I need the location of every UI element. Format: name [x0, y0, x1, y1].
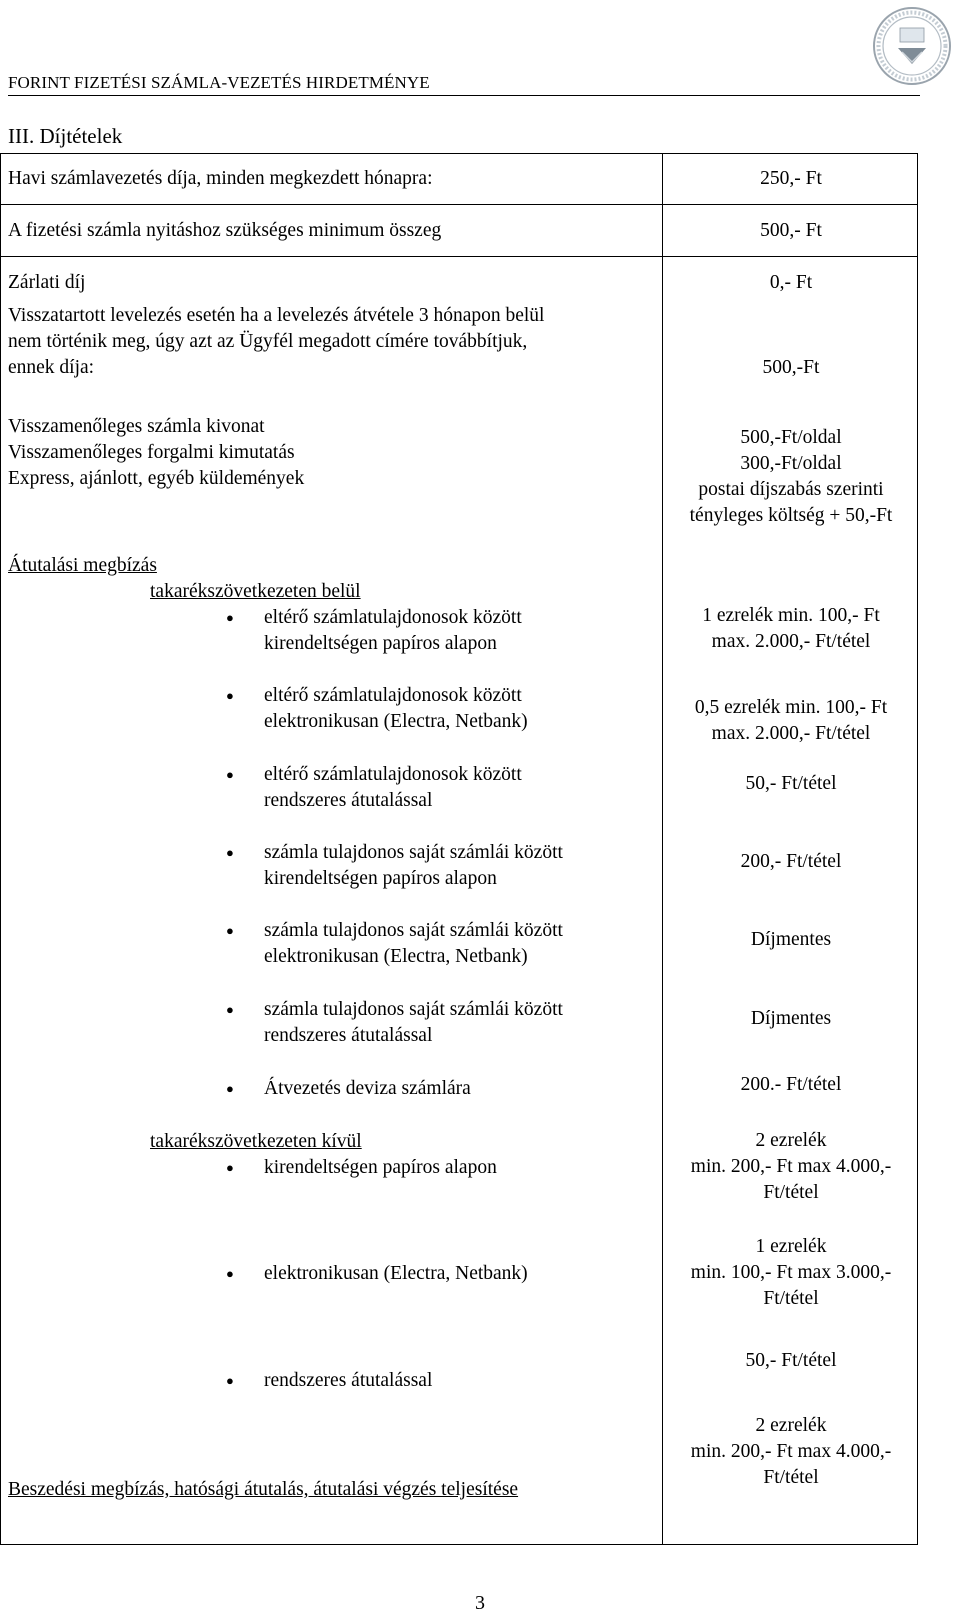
- fee-value-forgalmi: 300,-Ft/oldal: [740, 453, 842, 474]
- fee-label-visszatartott-line3: ennek díja:: [8, 357, 95, 378]
- external-item-2-value: 50,- Ft/tétel: [745, 1350, 837, 1371]
- fee-label-express: Express, ajánlott, egyéb küldemények: [8, 468, 305, 489]
- internal-item-5-value: Díjmentes: [750, 1008, 832, 1029]
- internal-item-5-line1: számla tulajdonos saját számlái között: [264, 999, 563, 1020]
- fee-label-zarlati: Zárlati díj: [8, 272, 86, 293]
- external-item-1-line1: elektronikusan (Electra, Netbank): [264, 1263, 528, 1284]
- header-rule: [8, 95, 920, 96]
- collection-order-value-line1: 2 ezrelék: [755, 1415, 827, 1436]
- section-title: III. Díjtételek: [8, 124, 123, 148]
- bullet-icon: ●: [226, 1373, 234, 1388]
- external-transfer-title: takarékszövetkezeten kívül: [150, 1131, 362, 1152]
- internal-item-3-line2: kirendeltségen papíros alapon: [264, 868, 497, 889]
- internal-item-2-value: 50,- Ft/tétel: [745, 773, 837, 794]
- bullet-icon: ●: [226, 688, 234, 703]
- table-row-divider: [0, 204, 918, 205]
- internal-item-1-line1: eltérő számlatulajdonosok között: [264, 685, 522, 706]
- external-item-0-value-line2: min. 200,- Ft max 4.000,-: [690, 1156, 892, 1177]
- internal-item-5-line2: rendszeres átutalással: [264, 1025, 433, 1046]
- external-item-0-value-line1: 2 ezrelék: [755, 1130, 827, 1151]
- fee-value-kivonat: 500,-Ft/oldal: [740, 427, 842, 448]
- document-header-title: FORINT FIZETÉSI SZÁMLA-VEZETÉS HIRDETMÉNYE: [8, 73, 430, 92]
- external-item-2-line1: rendszeres átutalással: [264, 1370, 433, 1391]
- fee-label-havi: Havi számlavezetés díja, minden megkezdett hónapra:: [8, 168, 433, 189]
- internal-item-4-value: Díjmentes: [750, 929, 832, 950]
- internal-item-4-line1: számla tulajdonos saját számlái között: [264, 920, 563, 941]
- bullet-icon: ●: [226, 1266, 234, 1281]
- internal-item-0-line2: kirendeltségen papíros alapon: [264, 633, 497, 654]
- internal-item-1-value-line1: 0,5 ezrelék min. 100,- Ft: [694, 697, 888, 718]
- external-item-1-value-line2: min. 100,- Ft max 3.000,-: [690, 1262, 892, 1283]
- internal-item-6-line1: Átvezetés deviza számlára: [264, 1078, 471, 1099]
- table-row-divider: [0, 256, 918, 257]
- bullet-icon: ●: [226, 923, 234, 938]
- internal-item-0-value-line1: 1 ezrelék min. 100,- Ft: [702, 605, 880, 626]
- internal-item-6-value: 200.- Ft/tétel: [740, 1074, 842, 1095]
- fee-label-forgalmi: Visszamenőleges forgalmi kimutatás: [8, 442, 295, 463]
- fee-value-nyitas: 500,- Ft: [760, 220, 822, 241]
- internal-item-3-line1: számla tulajdonos saját számlái között: [264, 842, 563, 863]
- internal-item-3-value: 200,- Ft/tétel: [740, 851, 842, 872]
- collection-order-value-line3: Ft/tétel: [763, 1467, 819, 1488]
- collection-order-value-line2: min. 200,- Ft max 4.000,-: [690, 1441, 892, 1462]
- fee-value-havi: 250,- Ft: [760, 168, 822, 189]
- fee-label-kivonat: Visszamenőleges számla kivonat: [8, 416, 265, 437]
- external-item-0-value-line3: Ft/tétel: [763, 1182, 819, 1203]
- collection-order-label: Beszedési megbízás, hatósági átutalás, átutalási végzés teljesítése: [8, 1479, 519, 1500]
- internal-item-2-line2: rendszeres átutalással: [264, 790, 433, 811]
- bullet-icon: ●: [226, 767, 234, 782]
- internal-item-0-value-line2: max. 2.000,- Ft/tétel: [711, 631, 871, 652]
- internal-item-1-line2: elektronikusan (Electra, Netbank): [264, 711, 528, 732]
- external-item-1-value-line3: Ft/tétel: [763, 1288, 819, 1309]
- fee-label-visszatartott-line2: nem történik meg, úgy azt az Ügyfél megadott címére továbbítjuk,: [8, 331, 528, 352]
- internal-item-4-line2: elektronikusan (Electra, Netbank): [264, 946, 528, 967]
- internal-transfer-title: takarékszövetkezeten belül: [150, 581, 361, 602]
- bank-seal-logo-icon: [872, 4, 952, 88]
- fee-value-express-line2: tényleges költség + 50,-Ft: [689, 505, 893, 526]
- table-column-divider: [662, 153, 663, 1545]
- page-number: 3: [475, 1592, 485, 1614]
- internal-item-2-line1: eltérő számlatulajdonosok között: [264, 764, 522, 785]
- fee-value-visszatartott: 500,-Ft: [762, 357, 820, 378]
- bullet-icon: ●: [226, 610, 234, 625]
- fee-label-nyitas: A fizetési számla nyitáshoz szükséges minimum összeg: [8, 220, 442, 241]
- fee-value-express-line1: postai díjszabás szerinti: [698, 479, 884, 500]
- bullet-icon: ●: [226, 1002, 234, 1017]
- external-item-0-line1: kirendeltségen papíros alapon: [264, 1157, 497, 1178]
- internal-item-1-value-line2: max. 2.000,- Ft/tétel: [711, 723, 871, 744]
- external-item-1-value-line1: 1 ezrelék: [755, 1236, 827, 1257]
- bullet-icon: ●: [226, 845, 234, 860]
- fee-value-zarlati: 0,- Ft: [769, 272, 813, 293]
- bullet-icon: ●: [226, 1081, 234, 1096]
- fee-label-visszatartott-line1: Visszatartott levelezés esetén ha a levelezés átvétele 3 hónapon belül: [8, 305, 545, 326]
- transfer-section-title: Átutalási megbízás: [8, 555, 157, 576]
- internal-item-0-line1: eltérő számlatulajdonosok között: [264, 607, 522, 628]
- bullet-icon: ●: [226, 1160, 234, 1175]
